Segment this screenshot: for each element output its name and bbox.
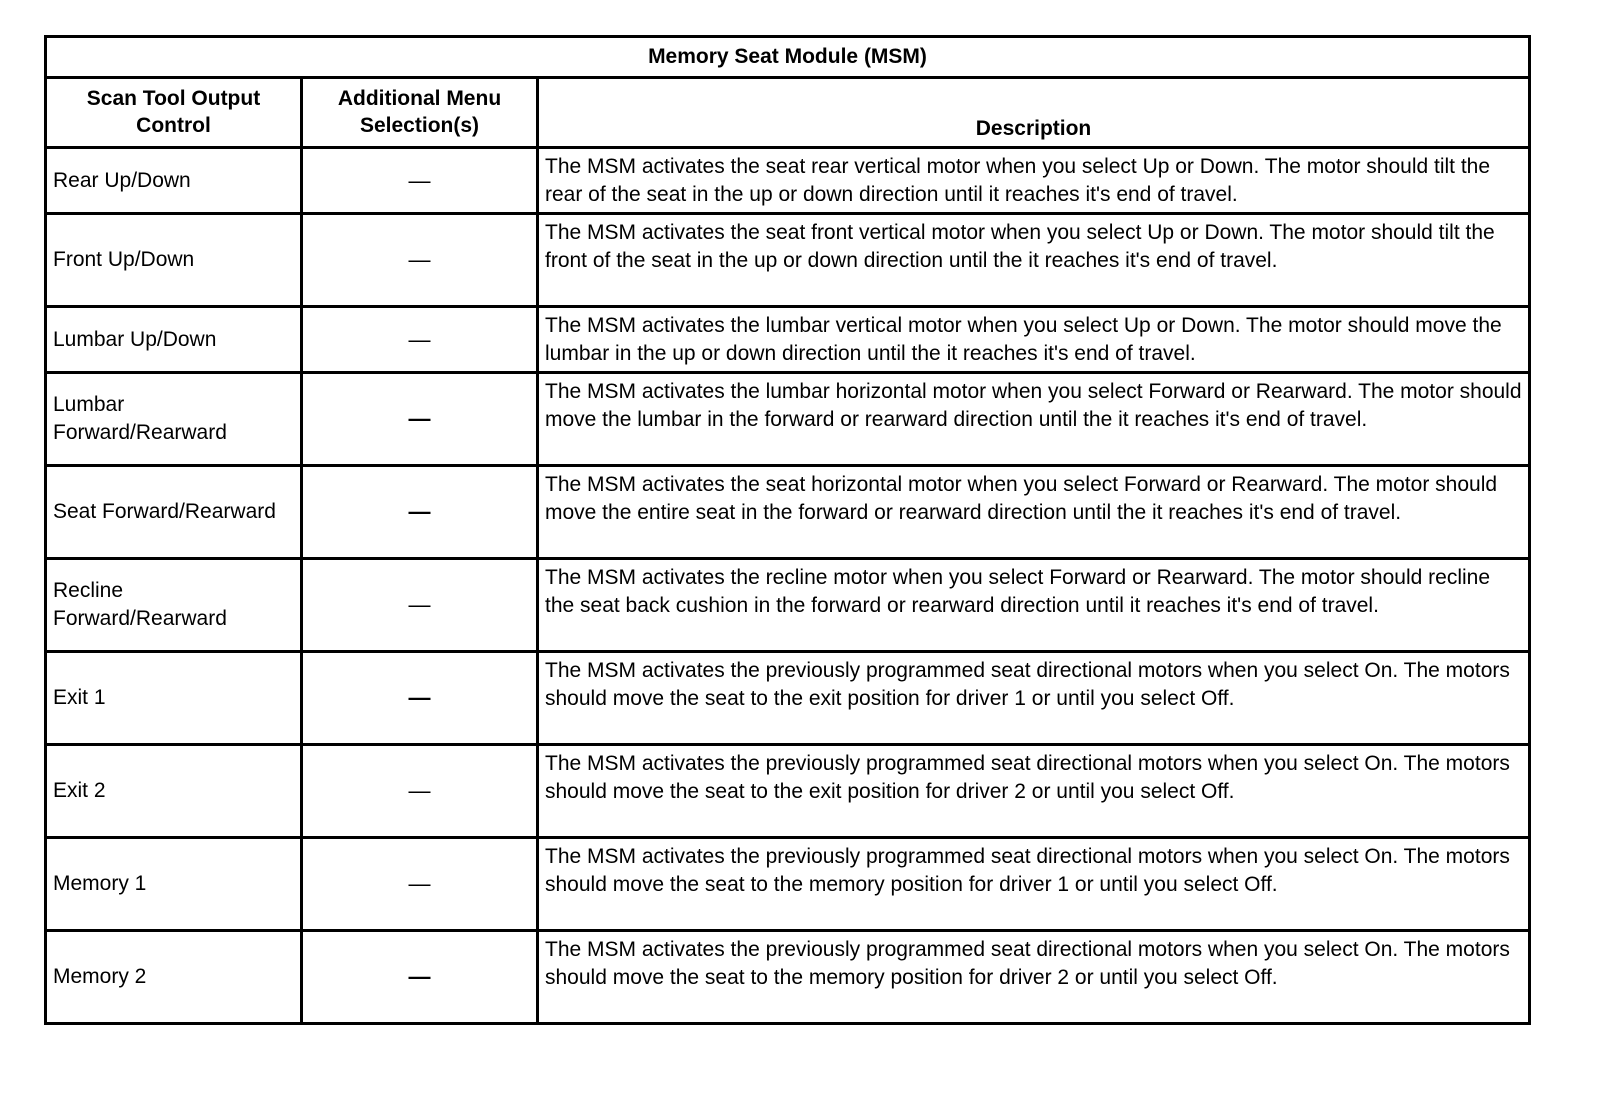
table-row [46, 652, 1530, 745]
menu-selection-dash: — [408, 592, 431, 617]
control-cell: Seat Forward/Rearward [46, 466, 302, 559]
control-cell: Recline Forward/Rearward [46, 559, 302, 652]
menu-selection-cell [302, 373, 538, 466]
table-row [46, 373, 1530, 466]
menu-selection-dash: — [408, 247, 431, 272]
header-scan-tool-output-control: Scan Tool Output Control [46, 78, 302, 148]
menu-selection-dash: — [408, 167, 431, 193]
header-additional-menu-selections: Additional Menu Selection(s) [302, 78, 538, 148]
description-cell: The MSM activates the seat rear vertical motor when you select Up or Down. The motor should tilt the rear of the seat in the up or down direction until it reaches it's end of travel. [538, 148, 1530, 214]
table-row [46, 307, 1530, 373]
control-cell: Exit 2 [46, 745, 302, 838]
menu-selection-cell [302, 559, 538, 652]
menu-selection-dash: — [408, 685, 431, 710]
description-cell: The MSM activates the lumbar horizontal motor when you select Forward or Rearward. The motor should move the lumbar in the forward or rearward direction until the it reaches it's end of travel. [538, 373, 1530, 466]
table-header-row [46, 78, 1530, 148]
description-cell: The MSM activates the seat horizontal motor when you select Forward or Rearward. The motor should move the entire seat in the forward or rearward direction until the it reaches it's end of travel. [538, 466, 1530, 559]
msm-output-control-table [44, 35, 1531, 1025]
table-title: Memory Seat Module (MSM) [46, 37, 1530, 78]
control-cell: Front Up/Down [46, 214, 302, 307]
menu-selection-dash: — [408, 406, 431, 431]
description-cell: The MSM activates the previously programmed seat directional motors when you select On. The motors should move the seat to the memory position for driver 1 or until you select Off. [538, 838, 1530, 931]
header-description: Description [538, 78, 1530, 148]
table-row [46, 838, 1530, 931]
description-cell: The MSM activates the seat front vertical motor when you select Up or Down. The motor should tilt the front of the seat in the up or down direction until the it reaches it's end of travel. [538, 214, 1530, 307]
description-cell: The MSM activates the lumbar vertical motor when you select Up or Down. The motor should move the lumbar in the up or down direction until the it reaches it's end of travel. [538, 307, 1530, 373]
description-cell: The MSM activates the previously programmed seat directional motors when you select On. The motors should move the seat to the memory position for driver 2 or until you select Off. [538, 931, 1530, 1024]
control-cell: Lumbar Up/Down [46, 307, 302, 373]
menu-selection-cell [302, 148, 538, 214]
table-row [46, 466, 1530, 559]
menu-selection-cell [302, 214, 538, 307]
menu-selection-cell [302, 838, 538, 931]
menu-selection-cell [302, 931, 538, 1024]
control-cell: Exit 1 [46, 652, 302, 745]
table-title-row [46, 37, 1530, 78]
description-cell: The MSM activates the previously programmed seat directional motors when you select On. The motors should move the seat to the exit position for driver 2 or until you select Off. [538, 745, 1530, 838]
menu-selection-dash: — [408, 871, 431, 896]
table-row [46, 931, 1530, 1024]
menu-selection-cell [302, 745, 538, 838]
menu-selection-cell [302, 307, 538, 373]
table-row [46, 214, 1530, 307]
control-cell: Memory 2 [46, 931, 302, 1024]
menu-selection-dash: — [408, 778, 431, 803]
control-cell: Rear Up/Down [46, 148, 302, 214]
msm-output-control-table-wrapper [44, 35, 1528, 1025]
table-row [46, 148, 1530, 214]
control-cell: Lumbar Forward/Rearward [46, 373, 302, 466]
menu-selection-dash: — [408, 964, 431, 989]
description-cell: The MSM activates the previously programmed seat directional motors when you select On. The motors should move the seat to the exit position for driver 1 or until you select Off. [538, 652, 1530, 745]
menu-selection-cell [302, 466, 538, 559]
menu-selection-dash: — [408, 499, 431, 524]
menu-selection-cell [302, 652, 538, 745]
menu-selection-dash: — [408, 326, 431, 352]
control-cell: Memory 1 [46, 838, 302, 931]
table-row [46, 559, 1530, 652]
description-cell: The MSM activates the recline motor when you select Forward or Rearward. The motor should recline the seat back cushion in the forward or rearward direction until it reaches it's end of travel. [538, 559, 1530, 652]
table-row [46, 745, 1530, 838]
